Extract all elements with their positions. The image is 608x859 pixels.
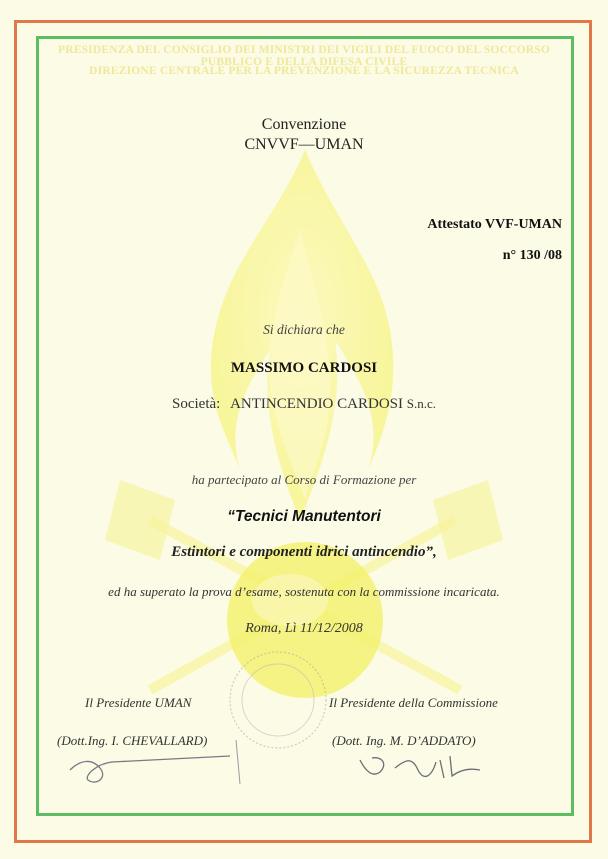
si-dichiara-text: Si dichiara che [263, 322, 345, 337]
participation-text: ha partecipato al Corso di Formazione per [191, 472, 417, 487]
right-signature [360, 756, 480, 778]
header-line-1: PRESIDENZA DEL CONSIGLIO DEI MINISTRI DEI VIGILI DEL FUOCO DEL SOCCORSO PUBBLICO E DELLA DIFESA CIVILE [57, 44, 550, 68]
course-title-line-1: “Tecnici Manutentori [227, 508, 381, 525]
right-signatory-name: (Dott. Ing. M. D’ADDATO) [332, 733, 476, 748]
course-title-line-2: Estintori e componenti idrici antincendio”, [171, 544, 437, 560]
exam-passed-text: ed ha superato la prova d’esame, sostenuta con la commissione incaricata. [108, 584, 500, 599]
left-signature [70, 756, 230, 782]
header-line-2: DIREZIONE CENTRALE PER LA PREVENZIONE E LA SICUREZZA TECNICA [89, 65, 519, 77]
place-date: Roma, Lì 11/12/2008 [245, 621, 363, 636]
recipient-name: MASSIMO CARDOSI [230, 360, 378, 376]
right-signatory-title: Il Presidente della Commissione [329, 695, 498, 710]
convenzione-code: CNVVF—UMAN [244, 136, 364, 153]
convenzione-label: Convenzione [261, 116, 347, 133]
attestato-number: n° 130 /08 [502, 248, 562, 263]
left-signatory-title: Il Presidente UMAN [85, 695, 192, 710]
left-signatory-name: (Dott.Ing. I. CHEVALLARD) [57, 733, 208, 748]
company-name: ANTINCENDIO CARDOSI [230, 396, 403, 412]
attestato-title: Attestato VVF-UMAN [427, 217, 562, 232]
company-suffix: S.n.c. [406, 396, 436, 411]
company-label: Società: [172, 396, 221, 412]
